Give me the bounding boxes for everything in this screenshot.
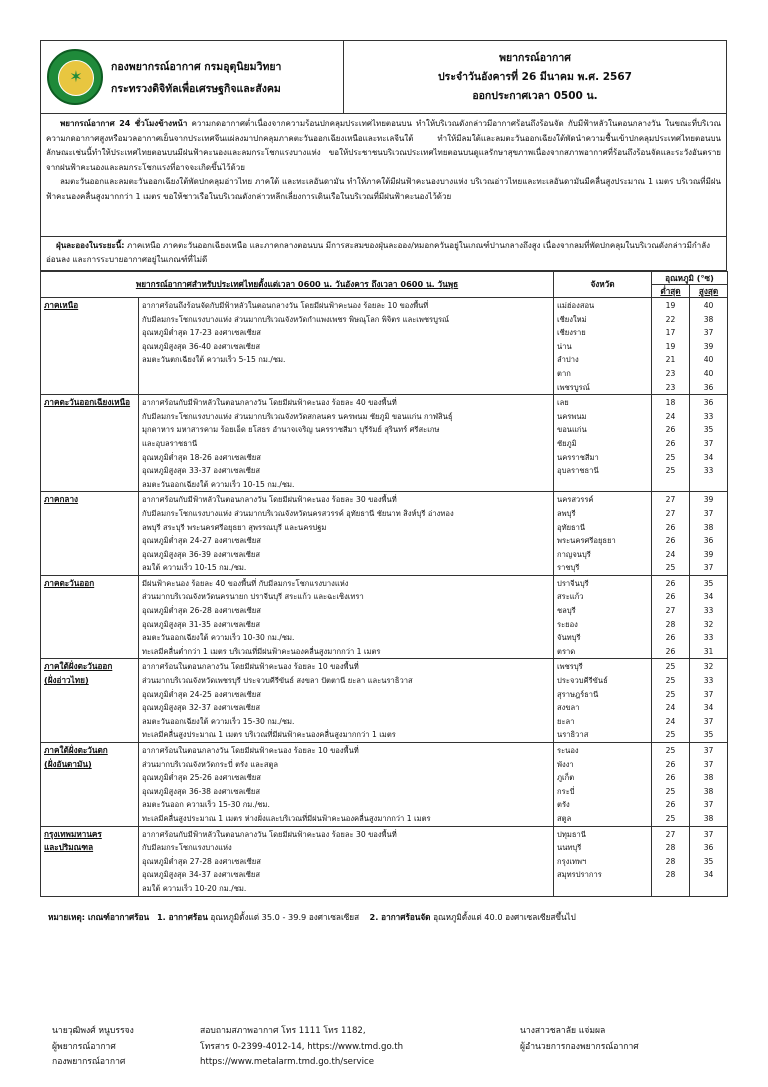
min-temp-list-value: 26 — [665, 536, 676, 546]
region-forecast — [139, 492, 554, 576]
province-list-value: ลพบุรี — [557, 508, 576, 518]
temperature-header: อุณหภูมิ (°ซ) — [652, 272, 728, 285]
max-temp-list-value: 33 — [703, 411, 714, 421]
contact-fax-web: โทรสาร 0-2399-4012-14, https://www.tmd.go.th — [200, 1041, 404, 1052]
max-temp-list-value: 33 — [703, 633, 714, 643]
dust-text: ภาคเหนือ ภาคตะวันออกเฉียงเหนือ และภาคกลางตอนบน มีการสะสมของฝุ่นละออง/หมอกควันอยู่ในเกณฑ์ปานกลางถึงสูง เนื่องจากลมที่พัดปกคลุมในบริเวณดังกล่าวมีกำลังอ่อนลง และการระบายอากาศอยู่ในเกณฑ์ที่ไม่ดี — [46, 241, 711, 264]
min-temp-list-value: 25 — [665, 689, 676, 699]
max-temp-list — [690, 743, 728, 827]
max-temp-list — [690, 826, 728, 896]
max-temp-list-value: 32 — [703, 619, 714, 629]
max-temp-header: สูงสุด — [690, 285, 728, 298]
forecast-line: ลพบุรี สระบุรี พระนครศรีอยุธยา สุพรรณบุรี และนครปฐม — [142, 522, 327, 532]
max-temp-list-value: 37 — [703, 438, 714, 448]
province-list-value: นครราชสีมา — [557, 452, 599, 462]
min-temp-list-value: 27 — [665, 606, 676, 616]
document-header — [40, 40, 727, 114]
max-temp-list-value: 39 — [703, 495, 714, 505]
region-forecast — [139, 659, 554, 743]
director-title: ผู้อำนวยการกองพยากรณ์อากาศ — [520, 1041, 639, 1052]
forecast-line: อุณหภูมิสูงสุด 36-39 องศาเซลเซียส — [142, 549, 261, 559]
max-temp-list — [690, 395, 728, 492]
forecast-line: ลมตะวันออกเฉียงใต้ ความเร็ว 10-30 กม./ชม. — [142, 633, 295, 643]
province-list-value: ปราจีนบุรี — [557, 578, 589, 588]
region-name-line: และปริมณฑล — [44, 842, 94, 853]
region-forecast — [139, 743, 554, 827]
max-temp-list-value: 37 — [703, 829, 714, 839]
province-list-value: จันทบุรี — [557, 633, 581, 643]
min-temp-list-value: 28 — [665, 856, 676, 866]
min-temp-list-value: 24 — [665, 411, 676, 421]
max-temp-list-value: 35 — [703, 578, 714, 588]
region-name-line: ภาคใต้ฝั่งตะวันตก — [44, 745, 108, 755]
province-list-value: พระนครศรีอยุธยา — [557, 536, 616, 546]
region-row — [41, 395, 728, 492]
max-temp-list-value: 37 — [703, 328, 714, 338]
region-row — [41, 492, 728, 576]
province-list-value: เพชรบูรณ์ — [557, 382, 590, 392]
max-temp-list-value: 31 — [703, 646, 714, 656]
province-list-value: อุทัยธานี — [557, 522, 586, 532]
province-list-value: ชัยภูมิ — [557, 438, 577, 448]
contact-service-url: https://www.metalarm.tmd.go.th/service — [200, 1057, 374, 1067]
max-temp-list-value: 35 — [703, 730, 714, 740]
min-temp-list-value: 21 — [665, 355, 676, 365]
region-name — [41, 659, 139, 743]
department-block — [111, 56, 281, 100]
province-list-value: เลย — [557, 398, 569, 408]
province-list-value: นครพนม — [557, 411, 587, 421]
forecaster-signature — [52, 1024, 134, 1071]
min-temp-list-value: 25 — [665, 466, 676, 476]
province-list-value: แม่ฮ่องสอน — [557, 301, 595, 310]
min-temp-list-value: 17 — [665, 328, 676, 338]
forecast-line: อากาศร้อนกับมีฟ้าหลัวในตอนกลางวัน โดยมีฝนฟ้าคะนอง ร้อยละ 40 ของพื้นที่ — [142, 398, 397, 408]
forecast-summary — [40, 114, 727, 237]
province-list — [554, 395, 652, 492]
ministry-name: กระทรวงดิจิทัลเพื่อเศรษฐกิจและสังคม — [111, 83, 281, 95]
forecast-line: อุณหภูมิสูงสุด 36-40 องศาเซลเซียส — [142, 341, 261, 351]
province-list-value: นนทบุรี — [557, 843, 582, 853]
forecast-document — [40, 40, 727, 922]
min-temp-list-value: 28 — [665, 870, 676, 880]
forecast-line: ส่วนมากบริเวณจังหวัดกระบี่ ตรัง และสตูล — [142, 759, 279, 769]
forecast-line: ทะเลมีคลื่นสูงประมาณ 1 เมตร ห่างฝั่งและบริเวณที่มีฝนฟ้าคะนองคลื่นสูงมากกว่า 1 เมตร — [142, 813, 431, 823]
max-temp-list-value: 40 — [703, 368, 714, 378]
min-temp-list-value: 28 — [665, 619, 676, 629]
max-temp-list-value: 35 — [703, 425, 714, 435]
region-name — [41, 575, 139, 659]
department-name: กองพยากรณ์อากาศ กรมอุตุนิยมวิทยา — [111, 61, 282, 73]
province-list-value: กาญจนบุรี — [557, 549, 591, 559]
province-list — [554, 492, 652, 576]
min-temp-list-value: 26 — [665, 592, 676, 602]
max-temp-list-value: 36 — [703, 536, 714, 546]
min-temp-header: ต่ำสุด — [652, 285, 690, 298]
min-temp-list — [652, 395, 690, 492]
max-temp-list-value: 36 — [703, 398, 714, 408]
min-temp-list-value: 25 — [665, 662, 676, 672]
director-signature — [520, 1024, 639, 1055]
table-heading: พยากรณ์อากาศสำหรับประเทศไทยตั้งแต่เวลา 0600 น. วันอังคาร ถึงเวลา 0600 น. วันพุธ — [41, 272, 554, 298]
province-list-value: ปทุมธานี — [557, 829, 586, 839]
summary-paragraph-1: ความกดอากาศต่ำเนื่องจากความร้อนปกคลุมประเทศไทยตอนบน ทำให้บริเวณดังกล่าวมีอากาศร้อนถึงร้อนจัด กับมีฟ้าหลัวในตอนกลางวัน ในขณะที่บริเวณความกดอากาศสูงหรือมวลอากาศเย็นจากประเทศจีนแผ่ลงมาปกคลุมภาคตะวันออกเฉียงเหนือและทะเลจีนใต้ ทำให้มีลมใต้และลมตะวันออกเฉียงใต้พัดนำความชื้นเข้าปกคลุมประเทศไทยตอนบน ลักษณะเช่นนี้ทำให้ประเทศไทยตอนบนมีฝนฟ้าคะนองและลมกระโชกแรงบางแห่ง ขอให้ประชาชนบริเวณประเทศไทยตอนบนดูแลรักษาสุขภาพเนื่องจากสภาพอากาศที่ร้อนถึงร้อนจัดและระวังอันตรายจากฝนฟ้าคะนองและลมกระโชกแรงที่อาจจะเกิดขึ้นไว้ด้วย — [46, 119, 721, 172]
forecast-line: อากาศร้อนถึงร้อนจัดกับมีฟ้าหลัวในตอนกลางวัน โดยมีฝนฟ้าคะนอง ร้อยละ 10 ของพื้นที่ — [142, 301, 429, 310]
forecast-line: ลมใต้ ความเร็ว 10-20 กม./ชม. — [142, 883, 247, 893]
forecast-line: อุณหภูมิต่ำสุด 18-26 องศาเซลเซียส — [142, 452, 261, 462]
min-temp-list-value: 25 — [665, 452, 676, 462]
issue-time: ออกประกาศเวลา 0500 น. — [472, 90, 598, 102]
min-temp-list-value: 19 — [665, 301, 676, 310]
max-temp-list-value: 38 — [703, 522, 714, 532]
contact-info — [200, 1024, 403, 1071]
min-temp-list-value: 18 — [665, 398, 676, 408]
min-temp-list-value: 27 — [665, 829, 676, 839]
summary-paragraph-2: ลมตะวันออกและลมตะวันออกเฉียงใต้พัดปกคลุมอ่าวไทย ภาคใต้ และทะเลอันดามัน ทำให้ภาคใต้มีฝนฟ้าคะนองบางแห่ง บริเวณอ่าวไทยและทะเลอันดามันมีคลื่นสูงประมาณ 1 เมตร บริเวณที่มีฝนฟ้าคะนองคลื่นสูงมากกว่า 1 เมตร ขอให้ชาวเรือในบริเวณดังกล่าวหลีกเลี่ยงการเดินเรือในบริเวณที่มีฝนฟ้าคะนองไว้ด้วย — [46, 177, 721, 201]
province-list-value: เพชรบุรี — [557, 662, 583, 672]
region-name-line: ภาคตะวันออก — [44, 577, 95, 588]
region-forecast — [139, 298, 554, 395]
dust-label: ฝุ่นละอองในระยะนี้: — [56, 241, 125, 250]
forecaster-title: ผู้พยากรณ์อากาศ — [52, 1041, 116, 1052]
region-name-line: ภาคเหนือ — [44, 300, 79, 310]
min-temp-list-value: 22 — [665, 314, 676, 324]
max-temp-list — [690, 492, 728, 576]
max-temp-list-value: 38 — [703, 813, 714, 823]
heat-criteria-note — [48, 911, 576, 924]
max-temp-list-value: 38 — [703, 773, 714, 783]
province-list-value: กรุงเทพฯ — [557, 856, 587, 866]
min-temp-list-value: 25 — [665, 813, 676, 823]
region-name — [41, 826, 139, 896]
min-temp-list-value: 24 — [665, 549, 676, 559]
max-temp-list-value: 37 — [703, 716, 714, 726]
max-temp-list — [690, 659, 728, 743]
forecast-line: อุณหภูมิต่ำสุด 25-26 องศาเซลเซียส — [142, 773, 261, 783]
note-item1-text: อุณหภูมิตั้งแต่ 35.0 - 39.9 องศาเซลเซียส — [210, 912, 360, 922]
region-name-line: ภาคกลาง — [44, 494, 79, 505]
region-row — [41, 743, 728, 827]
summary-label: พยากรณ์อากาศ 24 ชั่วโมงข้างหน้า — [60, 119, 188, 128]
forecast-line: กับมีลมกระโชกแรงบางแห่ง ส่วนมากบริเวณจังหวัดนครสวรรค์ อุทัยธานี ชัยนาท สิงห์บุรี อ่างทอง — [142, 508, 454, 518]
document-title: พยากรณ์อากาศ — [499, 52, 571, 64]
max-temp-list-value: 37 — [703, 746, 714, 755]
region-name — [41, 743, 139, 827]
note-item2-text: อุณหภูมิตั้งแต่ 40.0 องศาเซลเซียสขึ้นไป — [433, 912, 576, 922]
min-temp-list — [652, 743, 690, 827]
max-temp-list-value: 40 — [703, 301, 714, 310]
forecast-line: อุณหภูมิสูงสุด 33-37 องศาเซลเซียส — [142, 466, 261, 476]
forecast-line: ส่วนมากบริเวณจังหวัดเพชรบุรี ประจวบคีรีขันธ์ สงขลา ปัตตานี ยะลา และนราธิวาส — [142, 676, 413, 686]
document-date: ประจำวันอังคารที่ 26 มีนาคม พ.ศ. 2567 — [438, 71, 632, 83]
min-temp-list-value: 25 — [665, 746, 676, 755]
forecast-line: อุณหภูมิต่ำสุด 24-27 องศาเซลเซียส — [142, 536, 261, 546]
min-temp-list-value: 26 — [665, 759, 676, 769]
max-temp-list-value: 37 — [703, 563, 714, 573]
forecast-line: ทะเลมีคลื่นต่ำกว่า 1 เมตร บริเวณที่มีฝนฟ้าคะนองคลื่นสูงมากกว่า 1 เมตร — [142, 646, 381, 656]
note-label: หมายเหตุ: เกณฑ์อากาศร้อน — [48, 912, 150, 922]
province-list-value: ตรัง — [557, 800, 570, 810]
province-list-value: ระนอง — [557, 746, 579, 755]
min-temp-list — [652, 826, 690, 896]
forecast-line: อากาศร้อนในตอนกลางวัน โดยมีฝนฟ้าคะนอง ร้อยละ 10 ของพื้นที่ — [142, 746, 359, 755]
dust-advisory — [40, 237, 727, 271]
province-list-value: ขอนแก่น — [557, 425, 587, 435]
min-temp-list-value: 28 — [665, 843, 676, 853]
min-temp-list-value: 25 — [665, 563, 676, 573]
forecaster-name: นายวุฒิพงศ์ หนูบรรจง — [52, 1026, 134, 1036]
min-temp-list-value: 19 — [665, 341, 676, 351]
max-temp-list-value: 37 — [703, 508, 714, 518]
forecast-line: ลมตะวันออกเฉียงใต้ ความเร็ว 10-15 กม./ชม. — [142, 479, 295, 489]
max-temp-list-value: 39 — [703, 549, 714, 559]
province-list-value: ราชบุรี — [557, 563, 580, 573]
min-temp-list — [652, 298, 690, 395]
forecast-line: อากาศร้อนกับมีฟ้าหลัวในตอนกลางวัน โดยมีฝนฟ้าคะนอง ร้อยละ 30 ของพื้นที่ — [142, 495, 397, 505]
max-temp-list-value: 39 — [703, 341, 714, 351]
forecast-line: อุณหภูมิสูงสุด 36-38 องศาเซลเซียส — [142, 786, 261, 796]
province-list-value: สระแก้ว — [557, 592, 584, 602]
forecast-line: อากาศร้อนกับมีฟ้าหลัวในตอนกลางวัน โดยมีฝนฟ้าคะนอง ร้อยละ 30 ของพื้นที่ — [142, 829, 397, 839]
max-temp-list-value: 33 — [703, 606, 714, 616]
region-name-line: กรุงเทพมหานคร — [44, 828, 102, 839]
min-temp-list-value: 26 — [665, 522, 676, 532]
min-temp-list-value: 24 — [665, 703, 676, 713]
max-temp-list-value: 37 — [703, 800, 714, 810]
region-name-line: (ฝั่งอ่าวไทย) — [44, 675, 89, 686]
forecaster-division: กองพยากรณ์อากาศ — [52, 1057, 126, 1067]
forecast-line: มีฝนฟ้าคะนอง ร้อยละ 40 ของพื้นที่ กับมีลมกระโชกแรงบางแห่ง — [142, 578, 349, 588]
min-temp-list-value: 27 — [665, 495, 676, 505]
max-temp-list-value: 34 — [703, 870, 714, 880]
contact-phone: สอบถามสภาพอากาศ โทร 1111 โทร 1182, — [200, 1026, 366, 1036]
min-temp-list-value: 23 — [665, 382, 676, 392]
province-list-value: กระบี่ — [557, 786, 575, 796]
province-list — [554, 826, 652, 896]
province-list-value: ประจวบคีรีขันธ์ — [557, 676, 608, 686]
min-temp-list-value: 26 — [665, 633, 676, 643]
province-list-value: สมุทรปราการ — [557, 870, 602, 880]
province-header: จังหวัด — [554, 272, 652, 298]
min-temp-list — [652, 492, 690, 576]
forecast-line: มุกดาหาร มหาสารคาม ร้อยเอ็ด ยโสธร อำนาจเจริญ นครราชสีมา บุรีรัมย์ สุรินทร์ ศรีสะเกษ — [142, 425, 440, 435]
province-list-value: สตูล — [557, 813, 572, 823]
forecast-line: อุณหภูมิต่ำสุด 27-28 องศาเซลเซียส — [142, 856, 261, 866]
region-name — [41, 492, 139, 576]
max-temp-list-value: 32 — [703, 662, 714, 672]
region-name — [41, 395, 139, 492]
region-name — [41, 298, 139, 395]
region-name-line: ภาคตะวันออกเฉียงเหนือ — [44, 397, 131, 408]
forecast-line: ลมตะวันออกเฉียงใต้ ความเร็ว 15-30 กม./ชม. — [142, 716, 295, 726]
province-list-value: นครสวรรค์ — [557, 495, 594, 505]
region-row — [41, 826, 728, 896]
min-temp-list-value: 26 — [665, 578, 676, 588]
province-list-value: ระยอง — [557, 619, 578, 629]
max-temp-list-value: 33 — [703, 466, 714, 476]
forecast-line: อุณหภูมิสูงสุด 32-37 องศาเซลเซียส — [142, 703, 261, 713]
min-temp-list-value: 25 — [665, 730, 676, 740]
forecast-line: ลมใต้ ความเร็ว 10-15 กม./ชม. — [142, 563, 247, 573]
province-list — [554, 743, 652, 827]
forecast-line: ลมตะวันออก ความเร็ว 15-30 กม./ชม. — [142, 800, 270, 810]
max-temp-list-value: 37 — [703, 689, 714, 699]
max-temp-list-value: 34 — [703, 452, 714, 462]
region-name-line: (ฝั่งอันดามัน) — [44, 758, 92, 769]
province-list-value: อุบลราชธานี — [557, 466, 599, 476]
min-temp-list-value: 26 — [665, 800, 676, 810]
forecast-line: และอุบลราชธานี — [142, 438, 198, 448]
max-temp-list-value: 37 — [703, 759, 714, 769]
province-list-value: นราธิวาส — [557, 730, 589, 740]
region-row — [41, 575, 728, 659]
forecast-line: ส่วนมากบริเวณจังหวัดนครนายก ปราจีนบุรี สระแก้ว และฉะเชิงเทรา — [142, 592, 364, 602]
max-temp-list-value: 34 — [703, 703, 714, 713]
province-list — [554, 298, 652, 395]
region-row — [41, 659, 728, 743]
min-temp-list-value: 24 — [665, 716, 676, 726]
min-temp-list-value: 23 — [665, 368, 676, 378]
province-list-value: สุราษฎร์ธานี — [557, 689, 599, 699]
max-temp-list-value: 35 — [703, 856, 714, 866]
region-name-line: ภาคใต้ฝั่งตะวันออก — [44, 661, 113, 672]
forecast-line: ทะเลมีคลื่นสูงประมาณ 1 เมตร บริเวณที่มีฝนฟ้าคะนองคลื่นสูงมากกว่า 1 เมตร — [142, 730, 396, 740]
region-row — [41, 298, 728, 395]
forecast-line: อุณหภูมิต่ำสุด 24-25 องศาเซลเซียส — [142, 689, 261, 699]
province-list — [554, 575, 652, 659]
forecast-line: อุณหภูมิต่ำสุด 17-23 องศาเซลเซียส — [142, 328, 261, 338]
forecast-line: อุณหภูมิสูงสุด 34-37 องศาเซลเซียส — [142, 870, 261, 880]
forecast-line: อุณหภูมิสูงสุด 31-35 องศาเซลเซียส — [142, 619, 261, 629]
forecast-line: อุณหภูมิต่ำสุด 26-28 องศาเซลเซียส — [142, 606, 261, 616]
min-temp-list — [652, 659, 690, 743]
director-name: นางสาวชลาลัย แจ่มผล — [520, 1026, 606, 1036]
province-list-value: ลำปาง — [557, 355, 579, 365]
province-list-value: พังงา — [557, 759, 574, 769]
max-temp-list — [690, 575, 728, 659]
province-list-value: ตาก — [557, 368, 571, 378]
max-temp-list-value: 36 — [703, 382, 714, 392]
max-temp-list-value: 40 — [703, 355, 714, 365]
min-temp-list-value: 26 — [665, 425, 676, 435]
min-temp-list-value: 27 — [665, 508, 676, 518]
forecast-table — [40, 271, 728, 897]
min-temp-list-value: 25 — [665, 676, 676, 686]
province-list-value: ชลบุรี — [557, 606, 576, 616]
tmd-logo-icon: ✶ — [47, 49, 103, 105]
province-list-value: สงขลา — [557, 703, 580, 713]
max-temp-list — [690, 298, 728, 395]
forecast-line: กับมีลมกระโชกแรงบางแห่ง ส่วนมากบริเวณจังหวัดกำแพงเพชร พิษณุโลก พิจิตร และเพชรบูรณ์ — [142, 314, 450, 324]
province-list-value: น่าน — [557, 341, 572, 351]
min-temp-list-value: 26 — [665, 438, 676, 448]
province-list-value: ภูเก็ต — [557, 773, 575, 783]
region-forecast — [139, 826, 554, 896]
province-list-value: ยะลา — [557, 716, 575, 726]
header-title-block — [344, 49, 726, 106]
province-list-value: เชียงราย — [557, 328, 586, 338]
min-temp-list — [652, 575, 690, 659]
province-list-value: ตราด — [557, 646, 576, 656]
region-forecast — [139, 575, 554, 659]
max-temp-list-value: 38 — [703, 314, 714, 324]
note-item2-label: 2. อากาศร้อนจัด — [369, 912, 431, 922]
region-forecast — [139, 395, 554, 492]
max-temp-list-value: 34 — [703, 592, 714, 602]
forecast-line: อากาศร้อนในตอนกลางวัน โดยมีฝนฟ้าคะนอง ร้อยละ 10 ของพื้นที่ — [142, 662, 359, 672]
forecast-line: กับมีลมกระโชกแรงบางแห่ง ส่วนมากบริเวณจังหวัดสกลนคร นครพนม ชัยภูมิ ขอนแก่น กาฬสินธุ์ — [142, 411, 453, 421]
min-temp-list-value: 26 — [665, 646, 676, 656]
min-temp-list-value: 26 — [665, 773, 676, 783]
min-temp-list-value: 25 — [665, 786, 676, 796]
province-list-value: เชียงใหม่ — [557, 314, 587, 324]
max-temp-list-value: 33 — [703, 676, 714, 686]
forecast-line: กับมีลมกระโชกแรงบางแห่ง — [142, 843, 232, 853]
note-item1-label: 1. อากาศร้อน — [156, 912, 208, 922]
forecast-line: ลมตะวันตกเฉียงใต้ ความเร็ว 5-15 กม./ชม. — [142, 355, 286, 365]
max-temp-list-value: 38 — [703, 786, 714, 796]
province-list — [554, 659, 652, 743]
max-temp-list-value: 36 — [703, 843, 714, 853]
